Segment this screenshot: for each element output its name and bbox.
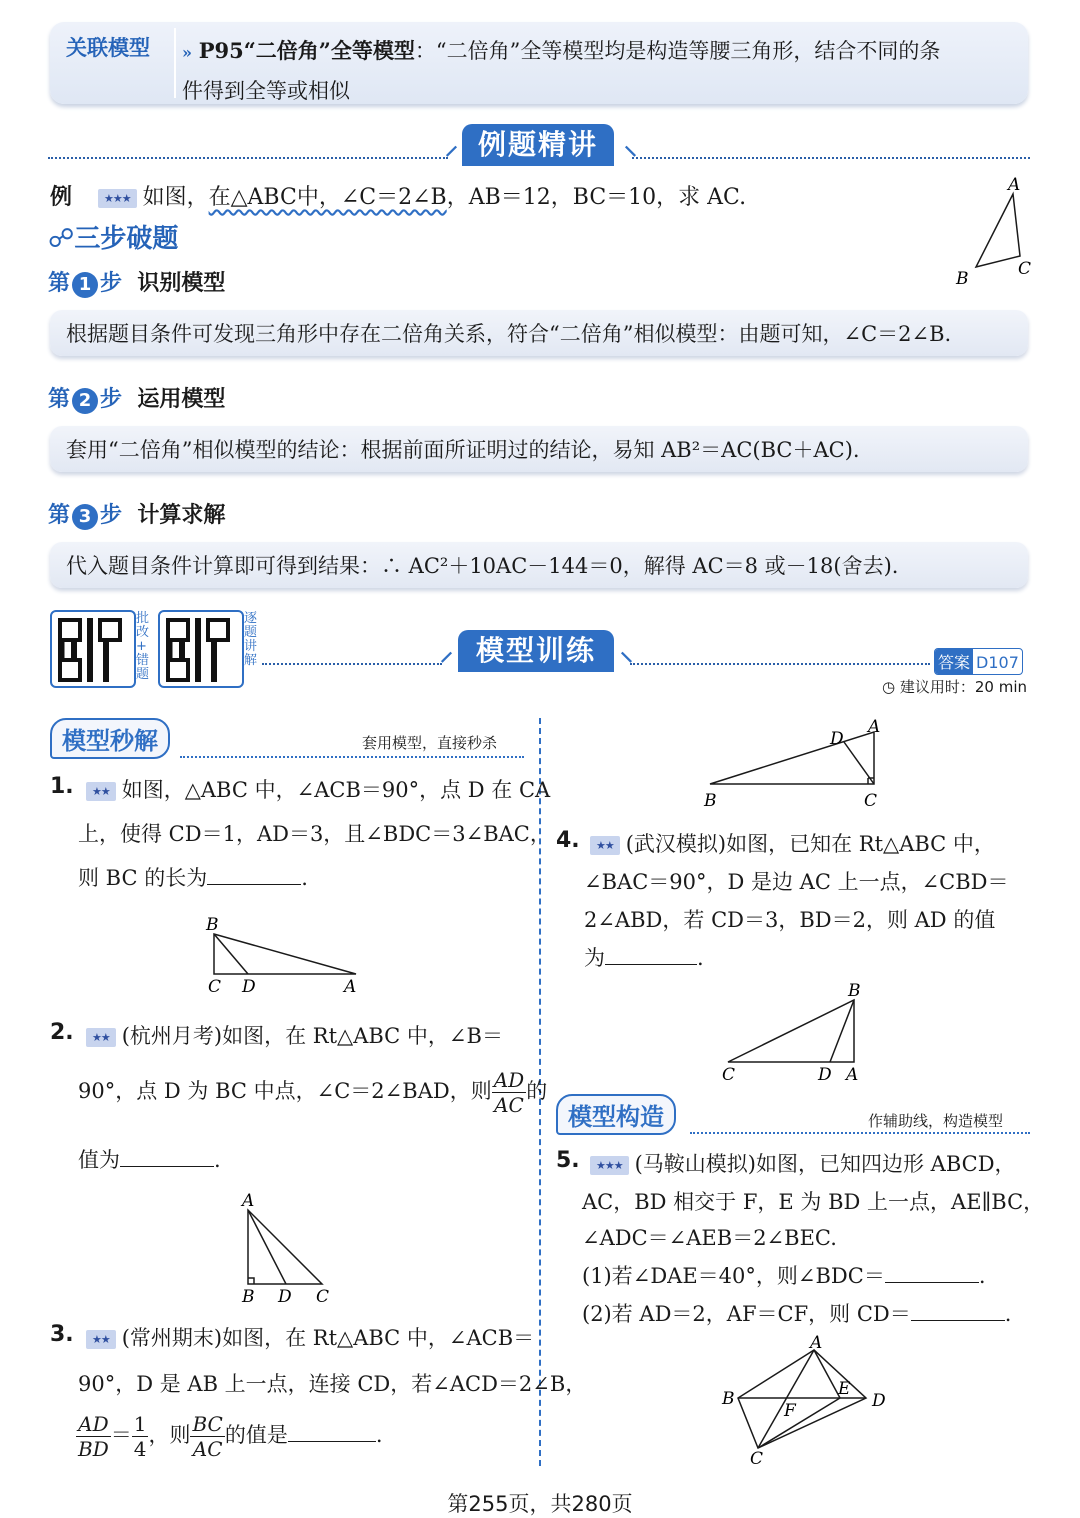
related-text-line2: 件得到全等或相似 xyxy=(182,79,350,103)
problem-1-line3: 则 BC 的长为 . xyxy=(78,866,308,890)
svg-text:D: D xyxy=(872,1391,886,1411)
qr-caption: 批 改 + 错 题 xyxy=(136,611,150,682)
svg-text:C: C xyxy=(208,977,222,997)
section-title-training: 模型训练 xyxy=(458,630,614,672)
problem-5-number: 5. xyxy=(556,1148,580,1173)
difficulty-stars-icon: ★★★ xyxy=(590,1156,629,1175)
section-deco-left: ⸝ xyxy=(445,131,459,161)
svg-text:C: C xyxy=(316,1287,330,1307)
step-number-badge: 3 xyxy=(72,504,98,530)
answer-blank[interactable] xyxy=(207,882,301,885)
step-3-heading: 第 3 步 计算求解 xyxy=(48,503,226,528)
fraction-bc-ac: $\frac{BC}{AC}$ xyxy=(192,1412,223,1461)
problem-1-line2: 上，使得 CD＝1，AD＝3，且∠BDC＝3∠BAC， xyxy=(78,822,551,846)
problem-3-number: 3. xyxy=(50,1322,74,1347)
example-label: 例 xyxy=(50,185,73,210)
section-deco-right: ⸜ xyxy=(624,131,638,161)
problem-2-line3: 值为 . xyxy=(78,1148,221,1172)
difficulty-stars-icon: ★★ xyxy=(86,1330,116,1349)
section2-deco-right: ⸜ xyxy=(620,637,634,667)
svg-text:B: B xyxy=(242,1287,255,1307)
step-1-box xyxy=(50,310,1028,356)
problem-5-line1: ★★★ (马鞍山模拟)如图，已知四边形 ABCD， xyxy=(584,1148,1016,1178)
answer-label: 答案 xyxy=(935,649,973,674)
svg-text:E: E xyxy=(838,1379,851,1399)
svg-text:B: B xyxy=(722,1389,735,1409)
problem-5-line3: ∠ADC＝∠AEB＝2∠BEC. xyxy=(582,1226,837,1250)
problem-1-number: 1. xyxy=(50,774,74,799)
problem-2-figure xyxy=(230,1186,340,1308)
link-icon: ☍ xyxy=(48,224,75,254)
example-key-condition: 在△ABC中，∠C＝2∠B xyxy=(208,185,447,210)
subsection-line xyxy=(690,1132,1030,1134)
problem-2-line2: 90°，点 D 为 BC 中点，∠C＝2∠BAD，则 $\frac{AD}{AC}$ 的 xyxy=(78,1068,548,1117)
fraction-1-4: $\frac{1}{4}$ xyxy=(133,1412,147,1461)
step-2-text: 套用“二倍角”相似模型的结论：根据前面所证明过的结论，易知 AB²＝AC(BC＋AC). xyxy=(66,438,860,462)
svg-text:B: B xyxy=(848,981,861,1001)
clock-icon: ◷ xyxy=(882,678,896,696)
problem-4-line3: 2∠ABD，若 CD＝3，BD＝2，则 AD 的值 xyxy=(584,908,996,932)
suggested-time xyxy=(882,676,1027,697)
three-steps-title xyxy=(48,218,178,255)
fraction-ad-ac: $\frac{AD}{AC}$ xyxy=(493,1068,525,1117)
problem-4-line4: 为 . xyxy=(584,946,704,970)
problem-4-line2: ∠BAC＝90°，D 是边 AC 上一点，∠CBD＝ xyxy=(584,870,1009,894)
problem-4-figure xyxy=(714,976,874,1088)
fig-label-c: C xyxy=(1018,259,1032,279)
svg-text:C: C xyxy=(750,1449,764,1468)
svg-text:D: D xyxy=(818,1065,832,1085)
page-footer: 第255页，共280页 xyxy=(447,1492,633,1516)
fig-label-a: A xyxy=(1008,175,1021,195)
example-triangle-figure xyxy=(940,172,1040,292)
problem-5-q1: (1)若∠DAE＝40°，则∠BDC＝ . xyxy=(582,1264,986,1288)
subsection-tag-quick: 模型秒解 xyxy=(50,718,170,759)
fraction-ad-bd: $\frac{AD}{BD}$ xyxy=(78,1412,109,1461)
example-text-post: ，AB＝12，BC＝10，求 AC. xyxy=(446,185,747,210)
step-2-box xyxy=(50,426,1028,472)
example-text-pre: 如图， xyxy=(142,185,209,210)
difficulty-stars-icon: ★★ xyxy=(86,782,116,801)
difficulty-stars-icon: ★★ xyxy=(590,836,620,855)
problem-3-line1: ★★ (常州期末)如图，在 Rt△ABC 中，∠ACB＝ xyxy=(80,1322,534,1352)
related-model-text xyxy=(182,32,1012,110)
svg-text:B: B xyxy=(206,915,219,935)
svg-text:A: A xyxy=(242,1191,255,1211)
problem-2-line1: ★★ (杭州月考)如图，在 Rt△ABC 中，∠B＝ xyxy=(80,1020,503,1050)
problem-4-line1: ★★ (武汉模拟)如图，已知在 Rt△ABC 中， xyxy=(584,828,995,858)
difficulty-stars-icon: ★★ xyxy=(86,1028,116,1047)
svg-text:C: C xyxy=(722,1065,736,1085)
step-3-name: 计算求解 xyxy=(137,503,226,528)
svg-text:C: C xyxy=(864,791,878,811)
related-model-label: 关联模型 xyxy=(66,36,150,60)
svg-text:A: A xyxy=(868,717,881,737)
section-divider-right xyxy=(632,157,1030,159)
problem-1-figure xyxy=(196,908,376,998)
step-number-badge: 2 xyxy=(72,388,98,414)
section-title-example: 例题精讲 xyxy=(462,124,614,166)
qr-caption: 逐 题 讲 解 xyxy=(244,611,258,668)
answer-code: D107 xyxy=(976,653,1019,672)
banner-divider xyxy=(174,28,176,98)
problem-3-figure xyxy=(694,714,894,814)
fig-label-b: B xyxy=(956,269,969,289)
problem-4-number: 4. xyxy=(556,828,580,853)
section2-divider-left xyxy=(262,663,442,665)
svg-text:A: A xyxy=(344,977,357,997)
related-model-ref[interactable]: P95“二倍角”全等模型 xyxy=(198,38,415,63)
subsection-hint-quick: 套用模型，直接秒杀 xyxy=(362,734,498,752)
problem-5-figure xyxy=(714,1330,894,1468)
subsection-hint-construct: 作辅助线，构造模型 xyxy=(868,1112,1004,1130)
qr-code-explanation[interactable] xyxy=(158,610,258,688)
double-arrow-icon: » xyxy=(182,43,192,62)
answer-blank[interactable] xyxy=(605,962,697,965)
step-2-heading: 第 2 步 运用模型 xyxy=(48,387,226,412)
problem-2-number: 2. xyxy=(50,1020,74,1045)
problem-5-q2: (2)若 AD＝2，AF＝CF，则 CD＝ . xyxy=(582,1302,1012,1326)
difficulty-stars-icon: ★★★ xyxy=(98,189,137,208)
step-number-badge: 1 xyxy=(72,272,98,298)
step-2-name: 运用模型 xyxy=(137,387,226,412)
answer-reference-badge[interactable] xyxy=(934,648,1023,675)
step-1-name: 识别模型 xyxy=(137,271,226,296)
section2-deco-left: ⸝ xyxy=(440,637,454,667)
step-3-box xyxy=(50,542,1028,588)
qr-code-correction[interactable] xyxy=(50,610,150,688)
suggested-time-text: 建议用时：20 min xyxy=(899,678,1028,696)
svg-text:A: A xyxy=(810,1333,823,1353)
step-1-text: 根据题目条件可发现三角形中存在二倍角关系，符合“二倍角”相似模型：由题可知，∠C＝2∠B. xyxy=(66,322,952,346)
svg-text:D: D xyxy=(278,1287,292,1307)
section-divider-left xyxy=(48,157,448,159)
svg-text:A: A xyxy=(846,1065,859,1085)
section2-divider-right xyxy=(630,663,930,665)
answer-blank[interactable] xyxy=(288,1439,376,1442)
svg-text:B: B xyxy=(704,791,717,811)
related-model-banner xyxy=(50,22,1028,104)
problem-3-line3: $\frac{AD}{BD}$ ＝ $\frac{1}{4}$ ，则 $\frac{BC}{AC}$ 的值是 . xyxy=(78,1412,383,1461)
related-text-line1: ：“二倍角”全等模型均是构造等腰三角形，结合不同的条 xyxy=(414,39,941,63)
svg-text:D: D xyxy=(242,977,256,997)
step-1-heading: 第 1 步 识别模型 xyxy=(48,271,226,296)
problem-5-line2: AC，BD 相交于 F，E 为 BD 上一点，AE∥BC， xyxy=(582,1190,1045,1214)
subsection-tag-construct: 模型构造 xyxy=(556,1094,676,1135)
svg-text:F: F xyxy=(784,1401,796,1421)
subsection-line xyxy=(180,756,524,758)
three-steps-title-text: 三步破题 xyxy=(74,224,179,254)
example-text xyxy=(92,180,746,211)
problem-1-line1: ★★ 如图，△ABC 中，∠ACB＝90°，点 D 在 CA xyxy=(80,774,550,804)
step-3-text: 代入题目条件计算即可得到结果：∴ AC²＋10AC－144＝0，解得 AC＝8 或－18(舍去). xyxy=(66,554,899,578)
problem-3-line2: 90°，D 是 AB 上一点，连接 CD，若∠ACD＝2∠B， xyxy=(78,1372,587,1396)
svg-text:D: D xyxy=(830,729,844,749)
answer-blank[interactable] xyxy=(885,1280,979,1283)
answer-blank[interactable] xyxy=(120,1164,214,1167)
answer-blank[interactable] xyxy=(911,1318,1005,1321)
